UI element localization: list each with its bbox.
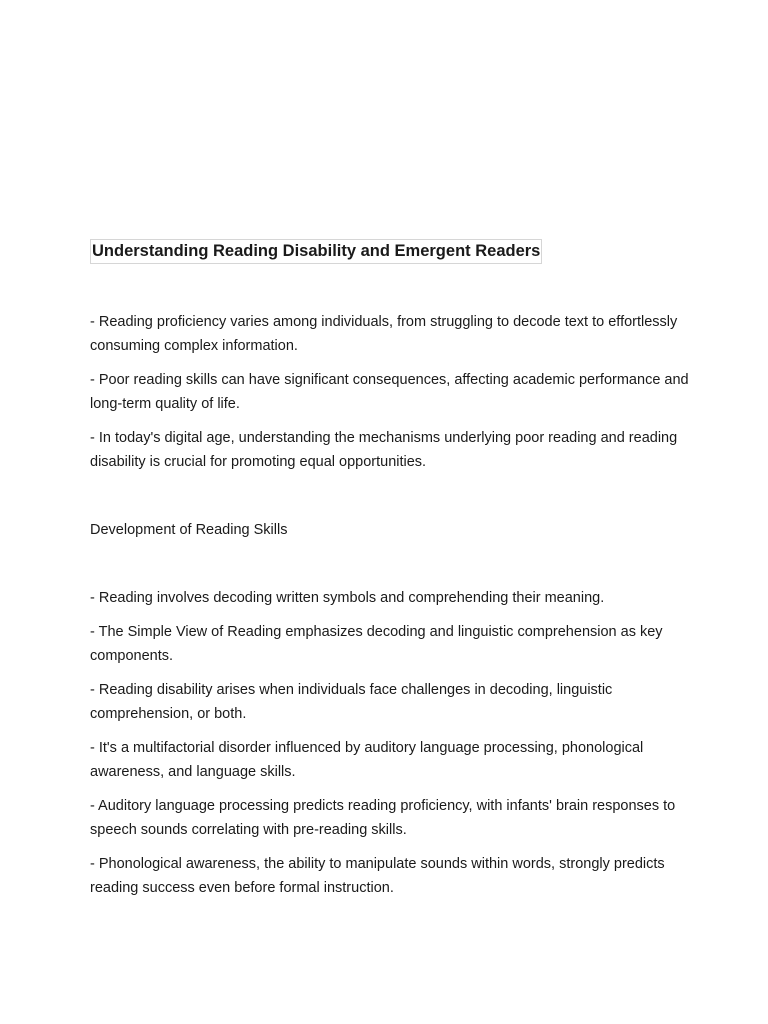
section-point: - Reading involves decoding written symbols and comprehending their meaning. xyxy=(90,590,605,606)
intro-point: - Poor reading skills can have significant consequences, affecting academic performance and long-term quality of life. xyxy=(90,372,689,412)
intro-point: - Reading proficiency varies among individuals, from struggling to decode text to effortlessly consuming complex information. xyxy=(90,314,678,354)
intro-point: - In today's digital age, understanding the mechanisms underlying poor reading and reading disability is crucial for promoting equal opportunities. xyxy=(90,430,678,470)
section-points xyxy=(90,586,690,910)
section-point: - It's a multifactorial disorder influenced by auditory language processing, phonological awareness, and language skills. xyxy=(90,740,644,780)
intro-points xyxy=(90,310,690,484)
document-title: Understanding Reading Disability and Emergent Readers xyxy=(90,239,542,264)
section-point: - The Simple View of Reading emphasizes decoding and linguistic comprehension as key components. xyxy=(90,624,663,664)
section-heading: Development of Reading Skills xyxy=(90,522,288,538)
section-point: - Auditory language processing predicts reading proficiency, with infants' brain responses to speech sounds correlating with pre-reading skills. xyxy=(90,798,676,838)
section-point: - Phonological awareness, the ability to manipulate sounds within words, strongly predicts reading success even before formal instruction. xyxy=(90,856,665,896)
section-point: - Reading disability arises when individuals face challenges in decoding, linguistic comprehension, or both. xyxy=(90,682,613,722)
